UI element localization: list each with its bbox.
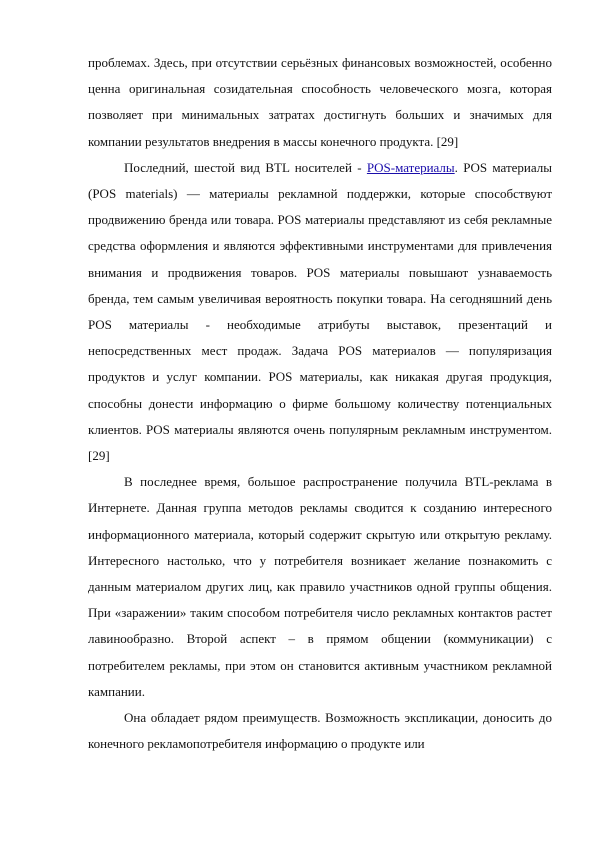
paragraph-2-body: . POS материалы (POS materials) — материалы рекламной поддержки, которые способствуют продвижению бренда или товара. POS материалы представляют из себя рекламные средства оформления и являются эффективными инструментами для привлечения внимания и продвижения товаров. POS материалы повышают узнаваемость бренда, тем самым увеличивая вероятность покупки товара. На сегодняшний день POS материалы - необходимые атрибуты выставок, презентаций и непосредственных мест продаж. Задача POS материалов — популяризация продуктов и услуг компании. POS материалы, как никакая другая продукция, способны донести информацию о фирме большому количеству потенциальных клиентов. POS материалы являются очень популярным рекламным инструментом. [29] [88, 159, 552, 464]
paragraph-4: Она обладает рядом преимуществ. Возможность экспликации, доносить до конечного рекламопотребителя информацию о продукте или [88, 710, 552, 752]
paragraph-3: В последнее время, большое распространение получила BTL-реклама в Интернете. Данная группа методов рекламы сводится к созданию интересного информационного материала, который содержит скрытую или открытую рекламу. Интересного настолько, что у потребителя возникает желание познакомить с данным материалом других лиц, как правило участников одной группы общения. При «заражении» таким способом потребителя число рекламных контактов растет лавинообразно. Второй аспект – в прямом общении (коммуникации) с потребителем рекламы, при этом он становится активным участником рекламной кампании. [88, 474, 552, 699]
paragraph-2-lead: Последний, шестой вид BTL носителей - [124, 159, 367, 175]
paragraph-1: проблемах. Здесь, при отсутствии серьёзных финансовых возможностей, особенно ценна оригинальная созидательная способность человеческого мозга, которая позволяет при минимальных затратах достигнуть больших и значимых для компании результатов внедрения в массы конечного продукта. [29] [88, 55, 552, 149]
pos-materials-link[interactable]: POS-материалы [366, 159, 455, 175]
document-page [88, 50, 552, 757]
paragraph-2 [88, 155, 552, 469]
